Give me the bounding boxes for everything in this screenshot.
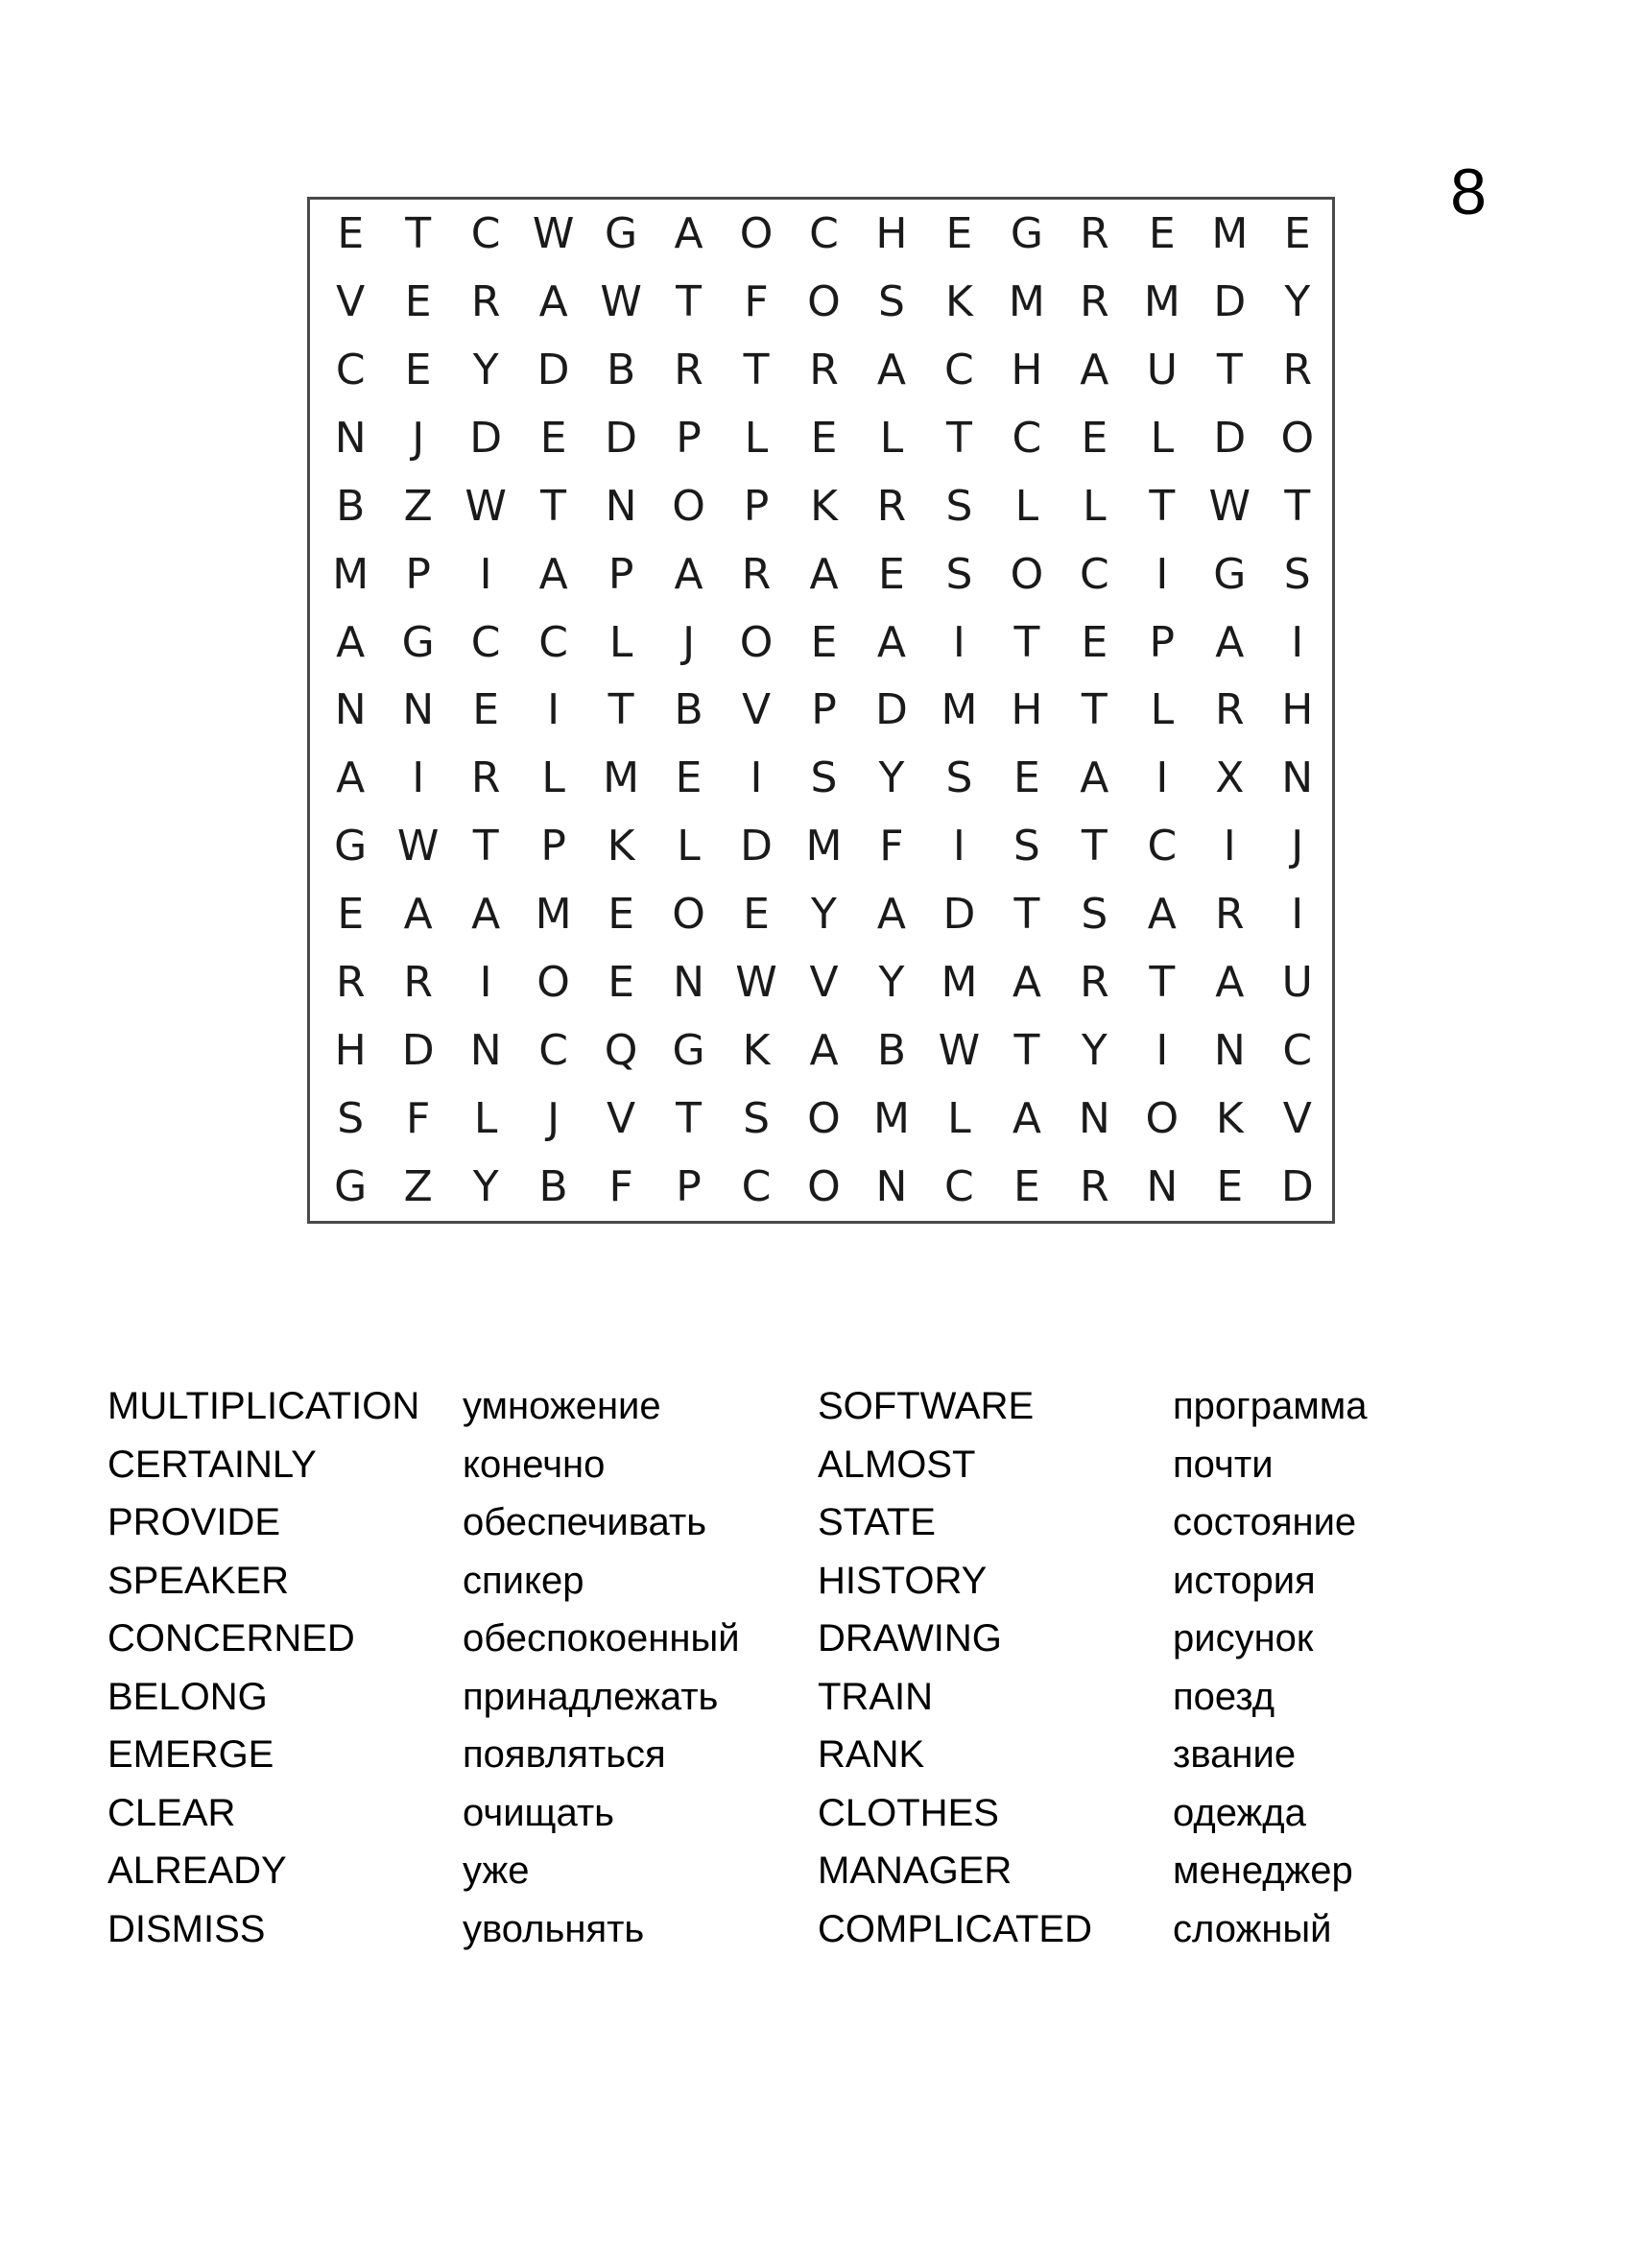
grid-cell[interactable]: W	[1208, 481, 1251, 531]
grid-cell[interactable]: W	[532, 208, 575, 258]
word-item-translation: история	[1173, 1559, 1316, 1602]
grid-cell[interactable]: A	[538, 549, 568, 599]
grid-cell[interactable]: L	[744, 413, 769, 463]
grid-cell[interactable]: L	[1150, 685, 1175, 735]
grid-cell[interactable]: C	[809, 208, 839, 258]
grid-cell[interactable]: S	[743, 1094, 770, 1144]
grid-cell[interactable]: E	[404, 276, 432, 326]
grid-cell[interactable]: C	[1282, 1026, 1313, 1076]
grid-cell[interactable]: P	[676, 1162, 702, 1212]
grid-cell[interactable]: T	[1284, 481, 1311, 531]
grid-cell[interactable]: U	[1146, 345, 1178, 394]
grid-cell[interactable]: C	[741, 1162, 772, 1212]
grid-cell[interactable]: N	[673, 958, 705, 1008]
grid-cell[interactable]: A	[471, 890, 501, 940]
word-item-english: CLEAR	[107, 1791, 236, 1834]
grid-cell[interactable]: O	[672, 890, 705, 940]
grid-cell[interactable]: I	[1223, 822, 1236, 871]
grid-cell[interactable]: O	[739, 617, 774, 667]
grid-cell[interactable]: N	[1146, 1162, 1179, 1212]
grid-cell[interactable]: L	[541, 753, 565, 803]
grid-cell[interactable]: E	[743, 890, 770, 940]
grid-cell[interactable]: I	[1156, 1026, 1169, 1076]
grid-cell[interactable]: N	[1078, 1094, 1110, 1144]
grid-cell[interactable]: N	[334, 413, 367, 463]
grid-cell[interactable]: E	[810, 617, 838, 667]
grid-cell[interactable]: S	[337, 1094, 365, 1144]
grid-cell[interactable]: O	[536, 958, 570, 1008]
grid-cell[interactable]: N	[605, 481, 637, 531]
word-item-translation: обеспечивать	[463, 1501, 707, 1543]
grid-cell[interactable]: Y	[878, 958, 905, 1008]
grid-cell[interactable]: E	[1081, 617, 1108, 667]
grid-cell[interactable]: R	[674, 345, 703, 394]
grid-cell[interactable]: A	[876, 617, 906, 667]
grid-cell[interactable]: Z	[403, 481, 433, 531]
grid-cell[interactable]: T	[1149, 958, 1176, 1008]
grid-cell[interactable]: T	[472, 822, 499, 871]
grid-cell[interactable]: A	[674, 208, 703, 258]
grid-cell[interactable]: M	[332, 549, 369, 599]
word-column-english-1	[107, 1377, 463, 1958]
word-item-translation: программа	[1173, 1385, 1368, 1427]
grid-cell[interactable]: P	[743, 481, 770, 531]
grid-cell[interactable]: N	[1281, 753, 1314, 803]
grid-cell[interactable]: O	[807, 1094, 841, 1144]
grid-cell[interactable]: I	[547, 685, 560, 735]
grid-cell[interactable]: S	[945, 481, 973, 531]
grid-cell[interactable]: E	[675, 753, 703, 803]
grid-cell[interactable]: E	[472, 685, 500, 735]
grid-cell[interactable]: Z	[403, 1162, 433, 1212]
grid-cell[interactable]: F	[879, 822, 904, 871]
word-item-english: ALREADY	[107, 1850, 287, 1892]
word-list	[107, 1377, 1489, 1958]
grid-cell[interactable]: A	[809, 1026, 839, 1076]
grid-cell[interactable]: S	[945, 549, 973, 599]
grid-cell[interactable]: L	[608, 617, 633, 667]
grid-cell[interactable]: D	[740, 822, 773, 871]
grid-cell[interactable]: L	[473, 1094, 498, 1144]
grid-cell[interactable]: H	[875, 208, 908, 258]
page-number: 8	[1450, 155, 1487, 228]
grid-cell[interactable]: S	[1013, 822, 1040, 871]
grid-cell[interactable]: A	[809, 549, 839, 599]
grid-cell[interactable]: E	[404, 345, 432, 394]
grid-cell[interactable]: O	[807, 276, 841, 326]
word-item-translation: спикер	[463, 1559, 584, 1602]
grid-cell[interactable]: C	[538, 1026, 568, 1076]
grid-cell[interactable]: J	[682, 617, 696, 667]
grid-cell[interactable]: D	[536, 345, 570, 394]
grid-cell[interactable]: M	[1008, 276, 1045, 326]
grid-cell[interactable]: W	[600, 276, 642, 326]
grid-cell[interactable]: L	[1014, 481, 1039, 531]
grid-cell[interactable]: A	[1012, 958, 1041, 1008]
grid-cell[interactable]: Y	[472, 345, 499, 394]
grid-cell[interactable]: T	[945, 413, 972, 463]
grid-cell[interactable]: B	[876, 1026, 907, 1076]
grid-cell[interactable]: G	[605, 208, 638, 258]
grid-cell[interactable]: O	[672, 481, 705, 531]
grid-cell[interactable]: S	[810, 753, 838, 803]
word-item-english: DRAWING	[818, 1617, 1002, 1659]
grid-cell[interactable]: V	[741, 685, 772, 735]
grid-cell[interactable]: E	[1216, 1162, 1244, 1212]
grid-cell[interactable]: A	[336, 617, 366, 667]
grid-cell[interactable]: R	[876, 481, 907, 531]
word-column-russian-1	[463, 1377, 818, 1958]
grid-cell[interactable]: A	[1080, 753, 1109, 803]
grid-cell[interactable]: A	[538, 276, 568, 326]
grid-cell[interactable]: G	[1213, 549, 1247, 599]
grid-cell[interactable]: L	[947, 1094, 971, 1144]
word-item-english: ALMOST	[818, 1443, 976, 1486]
grid-cell[interactable]: G	[672, 1026, 705, 1076]
word-item-translation: очищать	[463, 1791, 614, 1834]
word-item-translation: увольнять	[463, 1907, 645, 1950]
grid-cell[interactable]: T	[1216, 345, 1243, 394]
grid-cell[interactable]: O	[739, 208, 774, 258]
grid-cell[interactable]: O	[1145, 1094, 1179, 1144]
grid-cell[interactable]: G	[334, 1162, 368, 1212]
word-item-english: STATE	[818, 1501, 936, 1543]
grid-cell[interactable]: E	[1148, 208, 1176, 258]
grid-cell[interactable]: T	[1081, 822, 1108, 871]
grid-cell[interactable]: W	[465, 481, 507, 531]
grid-cell[interactable]: L	[1083, 481, 1107, 531]
grid-cell[interactable]: D	[469, 413, 503, 463]
word-item-translation: умножение	[463, 1385, 661, 1427]
grid-cell[interactable]: W	[396, 822, 440, 871]
grid-cell[interactable]: Y	[1284, 276, 1311, 326]
grid-cell[interactable]: O	[1010, 549, 1044, 599]
grid-cell[interactable]: R	[403, 958, 433, 1008]
grid-cell[interactable]: C	[1012, 413, 1042, 463]
grid-cell[interactable]: M	[1211, 208, 1249, 258]
word-item-translation: уже	[463, 1850, 530, 1892]
grid-cell[interactable]: R	[1080, 958, 1109, 1008]
word-item-translation: принадлежать	[463, 1675, 719, 1718]
grid-cell[interactable]: T	[608, 685, 634, 735]
word-item-translation: рисунок	[1173, 1617, 1314, 1659]
grid-cell[interactable]: L	[879, 413, 904, 463]
grid-cell[interactable]: A	[336, 753, 366, 803]
grid-cell[interactable]: E	[878, 549, 905, 599]
grid-cell[interactable]: C	[470, 617, 501, 667]
grid-cell[interactable]: P	[676, 413, 702, 463]
grid-cell[interactable]: I	[1156, 549, 1169, 599]
grid-cell[interactable]: W	[938, 1026, 981, 1076]
grid-cell[interactable]: I	[1291, 617, 1304, 667]
grid-cell[interactable]: T	[540, 481, 567, 531]
word-item-translation: звание	[1173, 1733, 1297, 1776]
grid-cell[interactable]: A	[403, 890, 433, 940]
word-item-translation: почти	[1173, 1443, 1274, 1486]
grid-cell[interactable]: N	[334, 685, 367, 735]
grid-cell[interactable]: E	[608, 890, 634, 940]
grid-cell[interactable]: D	[1213, 276, 1247, 326]
grid-cell[interactable]: V	[809, 958, 839, 1008]
grid-cell[interactable]: H	[1011, 685, 1043, 735]
grid-cell[interactable]: P	[405, 549, 431, 599]
word-item-english: SOFTWARE	[818, 1385, 1035, 1427]
word-item-translation: одежда	[1173, 1791, 1306, 1834]
word-item-english: DISMISS	[107, 1907, 266, 1950]
grid-cell[interactable]: R	[1282, 345, 1313, 394]
grid-cell[interactable]: R	[1215, 890, 1245, 940]
grid-cell[interactable]: R	[470, 753, 501, 803]
grid-cell[interactable]: D	[1213, 413, 1247, 463]
grid-cell[interactable]: E	[539, 413, 567, 463]
grid-cell[interactable]: C	[470, 208, 501, 258]
grid-cell[interactable]: D	[605, 413, 638, 463]
grid-cell[interactable]: A	[876, 345, 906, 394]
grid-cell[interactable]: S	[1283, 549, 1311, 599]
word-item-english: COMPLICATED	[818, 1907, 1092, 1950]
grid-cell[interactable]: K	[742, 1026, 771, 1076]
grid-cell[interactable]: R	[470, 276, 501, 326]
grid-cell[interactable]: V	[607, 1094, 636, 1144]
grid-cell[interactable]: E	[1283, 208, 1311, 258]
grid-cell[interactable]: C	[538, 617, 568, 667]
grid-cell[interactable]: G	[401, 617, 435, 667]
grid-cell[interactable]: B	[674, 685, 703, 735]
grid-cell[interactable]: C	[335, 345, 366, 394]
word-item-translation: состояние	[1173, 1501, 1357, 1543]
grid-cell[interactable]: P	[811, 685, 837, 735]
grid-cell[interactable]: R	[1080, 276, 1109, 326]
word-item-translation: сложный	[1173, 1907, 1332, 1950]
grid-cell[interactable]: J	[1291, 822, 1304, 871]
grid-cell[interactable]: I	[1291, 890, 1304, 940]
grid-cell[interactable]: D	[401, 1026, 435, 1076]
grid-cell[interactable]: N	[875, 1162, 908, 1212]
grid-cell[interactable]: P	[1149, 617, 1176, 667]
grid-cell[interactable]: M	[941, 958, 978, 1008]
grid-cell[interactable]: A	[674, 549, 703, 599]
word-item-english: TRAIN	[818, 1675, 933, 1718]
grid-cell[interactable]: E	[337, 208, 365, 258]
word-item-translation: появляться	[463, 1733, 666, 1776]
grid-cell[interactable]: I	[479, 958, 492, 1008]
word-item-english: CONCERNED	[107, 1617, 355, 1659]
word-item-english: SPEAKER	[107, 1559, 289, 1602]
grid-cell[interactable]: K	[944, 276, 973, 326]
grid-cell[interactable]: W	[735, 958, 777, 1008]
grid-cell[interactable]: C	[944, 1162, 974, 1212]
grid-cell[interactable]: D	[1280, 1162, 1314, 1212]
grid-cell[interactable]: F	[406, 1094, 431, 1144]
grid-cell[interactable]: E	[608, 958, 634, 1008]
grid-cell[interactable]: O	[1280, 413, 1315, 463]
grid-cell[interactable]: I	[952, 617, 965, 667]
grid-cell[interactable]: E	[1013, 753, 1040, 803]
grid-cell[interactable]: T	[1013, 617, 1040, 667]
grid-cell[interactable]: A	[1215, 617, 1245, 667]
word-item-english: CERTAINLY	[107, 1443, 317, 1486]
grid-cell[interactable]: Y	[878, 753, 905, 803]
grid-cell[interactable]: Y	[472, 1162, 499, 1212]
grid-cell[interactable]: R	[335, 958, 366, 1008]
grid-cell[interactable]: E	[1081, 413, 1108, 463]
grid-cell[interactable]: D	[942, 890, 976, 940]
grid-cell[interactable]: T	[405, 208, 432, 258]
grid-cell[interactable]: I	[750, 753, 763, 803]
grid-cell[interactable]: K	[607, 822, 635, 871]
grid-cell[interactable]: M	[603, 753, 640, 803]
grid-cell[interactable]: R	[1215, 685, 1245, 735]
grid-cell[interactable]: H	[334, 1026, 367, 1076]
grid-cell[interactable]: B	[607, 345, 636, 394]
word-search-grid	[317, 200, 1331, 1221]
grid-cell[interactable]: E	[1013, 1162, 1040, 1212]
grid-cell[interactable]: T	[676, 276, 702, 326]
grid-cell[interactable]: N	[402, 685, 435, 735]
grid-cell[interactable]: C	[944, 345, 974, 394]
grid-cell[interactable]: L	[1150, 413, 1175, 463]
grid-cell[interactable]: J	[412, 413, 425, 463]
grid-cell[interactable]: D	[875, 685, 908, 735]
grid-cell[interactable]: S	[945, 753, 973, 803]
grid-cell[interactable]: F	[744, 276, 769, 326]
grid-cell[interactable]: X	[1215, 753, 1245, 803]
grid-cell[interactable]: T	[743, 345, 770, 394]
grid-cell[interactable]: M	[872, 1094, 910, 1144]
grid-cell[interactable]: V	[336, 276, 366, 326]
grid-cell[interactable]: H	[1281, 685, 1314, 735]
word-item-english: MANAGER	[818, 1850, 1013, 1892]
word-column-russian-2	[1173, 1377, 1489, 1958]
grid-cell[interactable]: A	[1012, 1094, 1041, 1144]
grid-cell[interactable]: K	[810, 481, 838, 531]
word-item-english: RANK	[818, 1733, 925, 1776]
grid-cell[interactable]: T	[1013, 890, 1040, 940]
word-item-english: MULTIPLICATION	[107, 1385, 420, 1427]
grid-cell[interactable]: M	[1143, 276, 1180, 326]
grid-cell[interactable]: P	[540, 822, 566, 871]
word-item-english: BELONG	[107, 1675, 268, 1718]
word-item-translation: обеспокоенный	[463, 1617, 740, 1659]
grid-cell[interactable]: I	[412, 753, 425, 803]
grid-cell[interactable]: V	[1282, 1094, 1312, 1144]
grid-cell[interactable]: P	[608, 549, 634, 599]
word-item-english: PROVIDE	[107, 1501, 281, 1543]
grid-cell[interactable]: T	[1013, 1026, 1040, 1076]
word-column-english-2	[818, 1377, 1173, 1958]
grid-cell[interactable]: T	[676, 1094, 702, 1144]
grid-cell[interactable]: M	[535, 890, 572, 940]
grid-cell[interactable]: J	[547, 1094, 560, 1144]
grid-cell[interactable]: T	[1149, 481, 1176, 531]
grid-cell[interactable]: A	[1080, 345, 1109, 394]
grid-cell[interactable]: O	[807, 1162, 841, 1212]
grid-cell[interactable]: A	[876, 890, 906, 940]
grid-cell[interactable]: Y	[1081, 1026, 1108, 1076]
grid-cell[interactable]: C	[1079, 549, 1109, 599]
grid-cell[interactable]: T	[1081, 685, 1108, 735]
word-item-translation: поезд	[1173, 1675, 1275, 1718]
word-item-english: HISTORY	[818, 1559, 988, 1602]
grid-cell[interactable]: K	[1215, 1094, 1244, 1144]
grid-cell[interactable]: S	[877, 276, 905, 326]
grid-cell[interactable]: N	[469, 1026, 502, 1076]
grid-cell[interactable]: A	[1147, 890, 1177, 940]
grid-cell[interactable]: R	[1080, 208, 1109, 258]
grid-cell[interactable]: Y	[811, 890, 837, 940]
grid-cell[interactable]: S	[1081, 890, 1108, 940]
word-item-translation: конечно	[463, 1443, 606, 1486]
word-item-translation: менеджер	[1173, 1850, 1353, 1892]
grid-cell[interactable]: G	[334, 822, 368, 871]
word-item-english: EMERGE	[107, 1733, 274, 1776]
grid-cell[interactable]: U	[1281, 958, 1313, 1008]
grid-cell[interactable]: B	[538, 1162, 568, 1212]
grid-cell[interactable]: L	[677, 822, 701, 871]
grid-cell[interactable]: M	[941, 685, 978, 735]
grid-cell[interactable]: E	[945, 208, 973, 258]
grid-cell[interactable]: C	[1147, 822, 1178, 871]
grid-cell[interactable]: Q	[604, 1026, 638, 1076]
grid-cell[interactable]: I	[952, 822, 965, 871]
word-search-grid-frame	[307, 197, 1335, 1224]
grid-cell[interactable]: R	[809, 345, 839, 394]
grid-cell[interactable]: A	[1215, 958, 1245, 1008]
grid-cell[interactable]: N	[1213, 1026, 1246, 1076]
grid-cell[interactable]: R	[741, 549, 772, 599]
grid-cell[interactable]: F	[608, 1162, 633, 1212]
grid-cell[interactable]: E	[337, 890, 365, 940]
grid-cell[interactable]: I	[1156, 753, 1169, 803]
grid-cell[interactable]: R	[1080, 1162, 1109, 1212]
grid-cell[interactable]: E	[810, 413, 838, 463]
grid-cell[interactable]: M	[805, 822, 843, 871]
grid-cell[interactable]: B	[336, 481, 366, 531]
grid-cell[interactable]: I	[479, 549, 492, 599]
grid-cell[interactable]: H	[1011, 345, 1043, 394]
grid-cell[interactable]: G	[1010, 208, 1043, 258]
word-item-english: CLOTHES	[818, 1791, 999, 1834]
